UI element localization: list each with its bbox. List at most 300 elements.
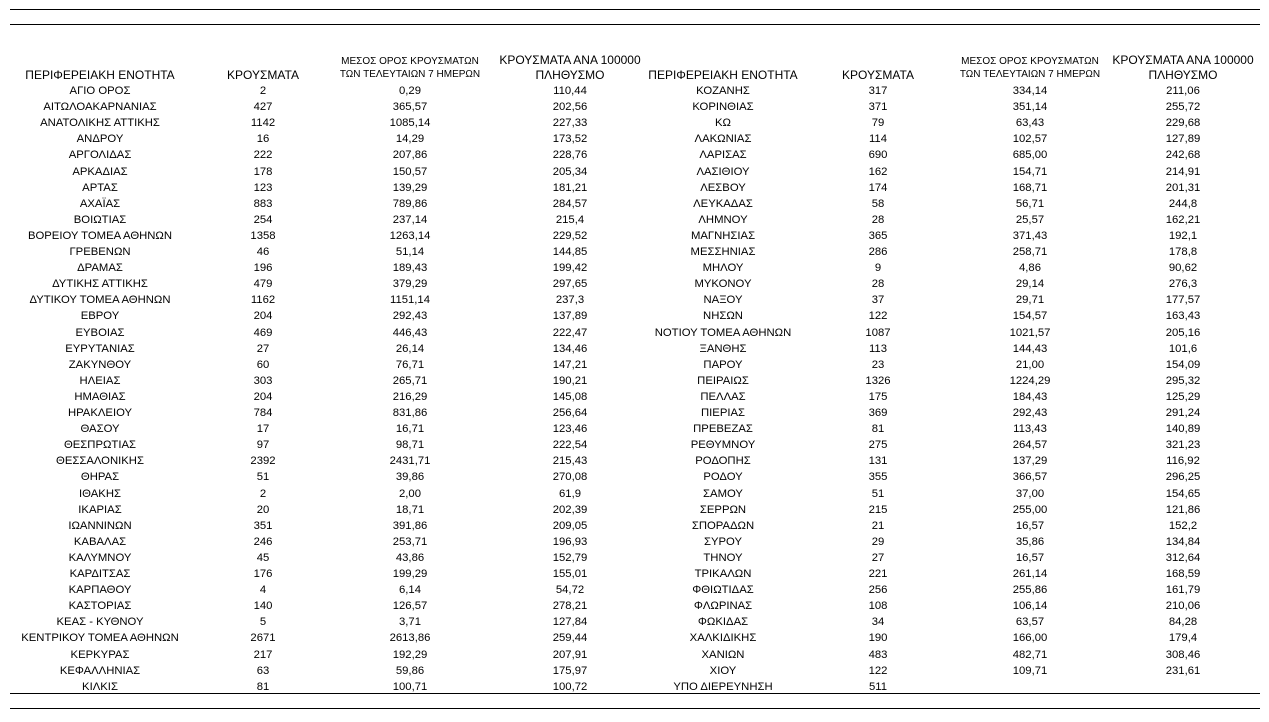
right-region-cell: ΠΕΙΡΑΙΩΣ <box>697 374 749 387</box>
left-region-cell: ΚΑΡΔΙΤΣΑΣ <box>69 568 131 580</box>
right-cases-cell: 122 <box>868 310 888 323</box>
left-per100k-cell: 152,79 <box>552 551 588 564</box>
header-per100k-right <box>1098 54 1268 82</box>
bottom-rule-1 <box>10 693 1260 694</box>
right-region-cell: ΦΘΙΩΤΙΔΑΣ <box>692 584 754 597</box>
left-region-cell: ΘΕΣΣΑΛΟΝΙΚΗΣ <box>56 455 144 468</box>
left-per100k-cell: 215,43 <box>552 455 588 468</box>
left-avg7-cell: 43,86 <box>395 551 425 564</box>
right-avg7-cell: 102,57 <box>1012 133 1048 146</box>
left-avg7-cell: 14,29 <box>395 133 425 146</box>
left-region-cell: ΚΑΣΤΟΡΙΑΣ <box>68 600 132 613</box>
right-per100k-cell: 308,46 <box>1165 648 1201 661</box>
right-cases-cell: 23 <box>871 358 885 371</box>
left-avg7-cell: 237,14 <box>392 213 428 226</box>
header-cases-left: ΚΡΟΥΣΜΑΤΑ <box>227 68 299 82</box>
left-cases-cell: 2 <box>259 487 267 500</box>
right-avg7-cell: 258,71 <box>1012 246 1048 258</box>
left-cases-cell: 222 <box>253 149 273 162</box>
right-per100k-cell: 210,06 <box>1165 600 1201 613</box>
left-avg7-cell: 199,29 <box>392 568 428 580</box>
header-avg7-left-line1: ΜΕΣΟΣ ΟΡΟΣ ΚΡΟΥΣΜΑΤΩΝ <box>341 56 479 67</box>
right-per100k-cell: 291,24 <box>1165 407 1201 419</box>
left-region-cell: ΘΕΣΠΡΩΤΙΑΣ <box>63 439 136 452</box>
right-per100k-cell: 295,32 <box>1165 374 1201 387</box>
right-avg7-cell: 166,00 <box>1012 632 1048 645</box>
left-avg7-cell: 2,00 <box>399 487 421 500</box>
left-per100k-cell: 237,3 <box>555 294 585 307</box>
right-region-cell: ΡΟΔΟΥ <box>703 471 743 484</box>
right-per100k-cell: 312,64 <box>1165 551 1201 564</box>
right-per100k-cell: 178,8 <box>1168 246 1198 258</box>
right-cases-cell: 81 <box>871 423 885 436</box>
left-region-cell: ΑΡΓΟΛΙΔΑΣ <box>68 149 132 162</box>
left-avg7-cell: 1085,14 <box>389 117 431 130</box>
left-cases-cell: 217 <box>253 648 273 661</box>
left-per100k-cell: 202,56 <box>552 101 588 114</box>
right-per100k-cell: 127,89 <box>1165 133 1201 146</box>
left-region-cell: ΚΑΒΑΛΑΣ <box>73 535 127 548</box>
right-cases-cell: 511 <box>868 680 887 693</box>
right-cases-cell: 79 <box>871 117 885 130</box>
right-region-cell: ΣΑΜΟΥ <box>703 487 743 500</box>
right-per100k-cell: 116,92 <box>1166 455 1200 468</box>
left-cases-cell: 4 <box>259 584 267 597</box>
header-avg7-left <box>325 55 495 81</box>
left-region-cell: ΑΧΑΪΑΣ <box>79 197 121 210</box>
left-per100k-cell: 199,42 <box>552 262 588 275</box>
left-avg7-cell: 51,14 <box>395 246 425 258</box>
left-region-cell: ΗΡΑΚΛΕΙΟΥ <box>67 407 133 419</box>
left-region-cell: ΒΟΙΩΤΙΑΣ <box>73 213 127 226</box>
left-cases-cell: 2 <box>259 85 267 97</box>
right-cases-cell: 190 <box>868 632 888 645</box>
right-avg7-cell: 63,57 <box>1015 616 1045 629</box>
right-cases-cell: 275 <box>868 439 888 452</box>
left-cases-cell: 16 <box>256 133 270 146</box>
right-region-cell: ΧΑΛΚΙΔΙΚΗΣ <box>689 632 757 645</box>
right-cases-cell: 1087 <box>865 326 891 339</box>
right-cases-cell: 1326 <box>865 374 891 387</box>
left-per100k-cell: 205,34 <box>552 165 588 178</box>
left-avg7-cell: 1151,14 <box>390 294 430 307</box>
left-per100k-cell: 181,21 <box>552 181 588 194</box>
right-avg7-cell: 29,71 <box>1015 294 1045 307</box>
right-region-cell: ΣΕΡΡΩΝ <box>699 503 747 516</box>
right-per100k-cell: 152,2 <box>1168 519 1198 532</box>
right-cases-cell: 483 <box>868 648 888 661</box>
left-cases-cell: 97 <box>256 439 270 452</box>
left-per100k-cell: 196,93 <box>552 535 588 548</box>
left-cases-cell: 204 <box>253 390 273 403</box>
left-region-cell: ΚΙΛΚΙΣ <box>82 680 118 693</box>
left-per100k-cell: 155,01 <box>552 568 588 580</box>
right-avg7-cell: 106,14 <box>1012 600 1048 613</box>
header-avg7-right-line1: ΜΕΣΟΣ ΟΡΟΣ ΚΡΟΥΣΜΑΤΩΝ <box>961 56 1099 67</box>
left-cases-cell: 60 <box>256 358 270 371</box>
left-region-cell: ΙΘΑΚΗΣ <box>79 487 121 500</box>
left-per100k-cell: 123,46 <box>552 423 588 436</box>
left-avg7-cell: 100,71 <box>392 680 428 693</box>
left-region-cell: ΑΡΤΑΣ <box>82 181 118 194</box>
right-cases-cell: 256 <box>868 584 888 597</box>
left-cases-cell: 2671 <box>250 632 276 645</box>
left-cases-cell: 27 <box>256 342 270 355</box>
left-cases-cell: 469 <box>253 326 273 339</box>
right-region-cell: ΥΠΟ ΔΙΕΡΕΥΝΗΣΗ <box>673 680 773 693</box>
left-per100k-cell: 147,21 <box>552 358 588 371</box>
left-per100k-cell: 144,85 <box>552 246 588 258</box>
header-region-right: ΠΕΡΙΦΕΡΕΙΑΚΗ ΕΝΟΤΗΤΑ <box>648 68 798 82</box>
right-avg7-cell: 113,43 <box>1013 423 1047 436</box>
right-per100k-cell: 125,29 <box>1165 390 1201 403</box>
right-region-cell: ΜΗΛΟΥ <box>702 262 744 275</box>
right-per100k-cell: 177,57 <box>1165 294 1201 307</box>
right-avg7-cell: 482,71 <box>1012 648 1048 661</box>
right-avg7-cell: 154,71 <box>1012 165 1048 178</box>
right-avg7-cell: 184,43 <box>1012 390 1048 403</box>
left-avg7-cell: 2431,71 <box>389 455 431 468</box>
header-per100k-left-line1: ΚΡΟΥΣΜΑΤΑ ΑΝΑ 100000 <box>499 53 641 67</box>
right-per100k-cell: 134,84 <box>1165 535 1201 548</box>
right-per100k-cell: 276,3 <box>1168 278 1198 291</box>
right-per100k-cell: 205,16 <box>1165 326 1201 339</box>
left-region-cell: ΗΛΕΙΑΣ <box>79 374 121 387</box>
left-cases-cell: 81 <box>256 680 270 693</box>
left-avg7-cell: 39,86 <box>395 471 425 484</box>
right-per100k-cell: 168,59 <box>1165 568 1201 580</box>
left-avg7-cell: 189,43 <box>392 262 428 275</box>
right-cases-cell: 215 <box>868 503 888 516</box>
left-cases-cell: 427 <box>253 101 273 114</box>
left-per100k-cell: 297,65 <box>552 278 588 291</box>
header-avg7-right-line2: ΤΩΝ ΤΕΛΕΥΤΑΙΩΝ 7 ΗΜΕΡΩΝ <box>959 69 1101 80</box>
left-region-cell: ΑΝΔΡΟΥ <box>76 133 124 146</box>
right-cases-cell: 28 <box>871 213 885 226</box>
right-avg7-cell: 168,71 <box>1012 181 1048 194</box>
right-avg7-cell: 264,57 <box>1012 439 1048 452</box>
left-per100k-cell: 173,52 <box>552 133 588 146</box>
left-region-cell: ΗΜΑΘΙΑΣ <box>74 390 126 403</box>
right-avg7-cell: 371,43 <box>1012 229 1048 242</box>
right-per100k-cell: 321,23 <box>1165 439 1201 452</box>
right-region-cell: ΠΡΕΒΕΖΑΣ <box>693 423 753 436</box>
left-avg7-cell: 18,71 <box>395 503 425 516</box>
left-per100k-cell: 284,57 <box>552 197 588 210</box>
left-cases-cell: 17 <box>256 423 270 436</box>
left-region-cell: ΚΑΡΠΑΘΟΥ <box>68 584 132 597</box>
right-per100k-cell: 121,86 <box>1165 503 1201 516</box>
right-cases-cell: 27 <box>871 551 885 564</box>
right-cases-cell: 355 <box>868 471 888 484</box>
right-avg7-cell: 261,14 <box>1012 568 1048 580</box>
right-region-cell: ΞΑΝΘΗΣ <box>699 342 747 355</box>
left-avg7-cell: 16,71 <box>395 423 425 436</box>
left-cases-cell: 1162 <box>250 294 276 307</box>
left-cases-cell: 246 <box>253 535 273 548</box>
right-cases-cell: 221 <box>868 568 888 580</box>
left-cases-cell: 883 <box>253 197 273 210</box>
left-cases-cell: 45 <box>256 551 270 564</box>
left-region-cell: ΔΥΤΙΚΗΣ ΑΤΤΙΚΗΣ <box>52 278 148 291</box>
left-avg7-cell: 3,71 <box>399 616 421 629</box>
right-region-cell: ΠΑΡΟΥ <box>703 358 743 371</box>
right-cases-cell: 58 <box>871 197 885 210</box>
right-region-cell: ΜΑΓΝΗΣΙΑΣ <box>690 229 756 242</box>
left-avg7-cell: 1263,14 <box>389 229 431 242</box>
right-cases-cell: 369 <box>868 407 888 419</box>
right-cases-cell: 286 <box>868 246 888 258</box>
right-avg7-cell: 37,00 <box>1015 487 1045 500</box>
right-avg7-cell: 154,57 <box>1012 310 1048 323</box>
right-avg7-cell: 334,14 <box>1012 85 1048 97</box>
left-avg7-cell: 789,86 <box>392 197 428 210</box>
left-avg7-cell: 59,86 <box>395 664 425 677</box>
left-cases-cell: 351 <box>253 519 273 532</box>
left-avg7-cell: 831,86 <box>392 407 428 419</box>
left-region-cell: ΕΒΡΟΥ <box>80 310 120 323</box>
left-per100k-cell: 207,91 <box>552 648 588 661</box>
left-per100k-cell: 229,52 <box>552 229 588 242</box>
left-avg7-cell: 98,71 <box>395 439 425 452</box>
right-per100k-cell: 154,65 <box>1165 487 1201 500</box>
right-per100k-cell: 101,6 <box>1168 342 1198 355</box>
right-region-cell: ΦΩΚΙΔΑΣ <box>697 616 749 629</box>
left-region-cell: ΘΑΣΟΥ <box>80 423 120 436</box>
left-region-cell: ΔΥΤΙΚΟΥ ΤΟΜΕΑ ΑΘΗΝΩΝ <box>29 294 171 307</box>
right-avg7-cell: 35,86 <box>1015 535 1045 548</box>
left-avg7-cell: 150,57 <box>392 165 428 178</box>
right-avg7-cell: 137,29 <box>1012 455 1048 468</box>
right-region-cell: ΛΗΜΝΟΥ <box>698 213 748 226</box>
right-per100k-cell: 179,4 <box>1168 632 1198 645</box>
right-region-cell: ΚΟΖΑΝΗΣ <box>696 85 750 97</box>
left-avg7-cell: 391,86 <box>392 519 428 532</box>
left-cases-cell: 178 <box>253 165 273 178</box>
right-avg7-cell: 351,14 <box>1012 101 1048 114</box>
top-rule-2 <box>10 24 1260 25</box>
left-cases-cell: 1142 <box>250 117 276 130</box>
header-cases-right: ΚΡΟΥΣΜΑΤΑ <box>842 68 914 82</box>
left-per100k-cell: 54,72 <box>555 584 585 597</box>
left-cases-cell: 140 <box>253 600 273 613</box>
right-region-cell: ΡΕΘΥΜΝΟΥ <box>690 439 756 452</box>
left-per100k-cell: 227,33 <box>552 117 588 130</box>
right-per100k-cell: 90,62 <box>1168 262 1198 275</box>
left-avg7-cell: 446,43 <box>392 326 428 339</box>
right-per100k-cell: 162,21 <box>1165 213 1201 226</box>
right-cases-cell: 108 <box>868 600 888 613</box>
right-cases-cell: 174 <box>868 181 888 194</box>
left-region-cell: ΑΡΚΑΔΙΑΣ <box>72 165 128 178</box>
left-cases-cell: 63 <box>256 664 270 677</box>
right-avg7-cell: 4,86 <box>1019 262 1041 275</box>
right-avg7-cell: 255,86 <box>1012 584 1048 597</box>
right-cases-cell: 28 <box>871 278 885 291</box>
top-rule-1 <box>10 9 1260 10</box>
left-avg7-cell: 6,14 <box>399 584 421 597</box>
header-avg7-right <box>945 55 1115 81</box>
right-region-cell: ΚΟΡΙΝΘΙΑΣ <box>692 101 754 114</box>
right-cases-cell: 131 <box>868 455 888 468</box>
left-cases-cell: 303 <box>253 374 273 387</box>
left-region-cell: ΚΕΝΤΡΙΚΟΥ ΤΟΜΕΑ ΑΘΗΝΩΝ <box>21 632 179 645</box>
header-per100k-right-line2: ΠΛΗΘΥΣΜΟ <box>1148 68 1218 82</box>
left-cases-cell: 51 <box>256 471 270 484</box>
left-per100k-cell: 127,84 <box>552 616 588 629</box>
right-per100k-cell: 255,72 <box>1165 101 1201 114</box>
right-per100k-cell: 231,61 <box>1165 664 1201 677</box>
header-per100k-left-line2: ΠΛΗΘΥΣΜΟ <box>535 68 605 82</box>
right-region-cell: ΧΑΝΙΩΝ <box>701 648 745 661</box>
right-per100k-cell: 163,43 <box>1165 310 1201 323</box>
left-per100k-cell: 228,76 <box>552 149 588 162</box>
left-avg7-cell: 365,57 <box>392 101 428 114</box>
right-cases-cell: 29 <box>871 535 885 548</box>
right-region-cell: ΛΕΥΚΑΔΑΣ <box>693 197 753 210</box>
left-cases-cell: 20 <box>256 503 270 516</box>
right-cases-cell: 9 <box>874 262 882 275</box>
left-per100k-cell: 256,64 <box>552 407 588 419</box>
left-avg7-cell: 0,29 <box>399 85 421 97</box>
right-per100k-cell: 214,91 <box>1165 165 1201 178</box>
left-per100k-cell: 270,08 <box>552 471 588 484</box>
right-cases-cell: 690 <box>868 149 888 162</box>
right-avg7-cell: 1224,29 <box>1009 374 1051 387</box>
left-cases-cell: 176 <box>253 568 273 580</box>
left-avg7-cell: 253,71 <box>392 535 428 548</box>
left-region-cell: ΕΥΡΥΤΑΝΙΑΣ <box>65 342 135 355</box>
left-region-cell: ΘΗΡΑΣ <box>80 471 120 484</box>
left-region-cell: ΑΓΙΟ ΟΡΟΣ <box>69 85 131 97</box>
right-cases-cell: 371 <box>868 101 888 114</box>
right-region-cell: ΣΠΟΡΑΔΩΝ <box>691 519 755 532</box>
right-avg7-cell: 63,43 <box>1015 117 1045 130</box>
right-region-cell: ΤΡΙΚΑΛΩΝ <box>694 568 752 580</box>
right-region-cell: ΝΑΞΟΥ <box>703 294 743 307</box>
left-cases-cell: 204 <box>253 310 273 323</box>
left-per100k-cell: 215,4 <box>555 213 585 226</box>
right-cases-cell: 113 <box>868 342 887 355</box>
left-per100k-cell: 134,46 <box>552 342 588 355</box>
left-region-cell: ΖΑΚΥΝΘΟΥ <box>68 358 132 371</box>
left-per100k-cell: 175,97 <box>552 664 588 677</box>
right-avg7-cell: 366,57 <box>1012 471 1048 484</box>
right-cases-cell: 51 <box>871 487 885 500</box>
left-cases-cell: 1358 <box>250 229 276 242</box>
header-region-left: ΠΕΡΙΦΕΡΕΙΑΚΗ ΕΝΟΤΗΤΑ <box>25 68 175 82</box>
right-region-cell: ΣΥΡΟΥ <box>703 535 742 548</box>
right-cases-cell: 317 <box>868 85 888 97</box>
right-avg7-cell: 255,00 <box>1012 503 1048 516</box>
right-cases-cell: 114 <box>868 133 887 146</box>
right-cases-cell: 175 <box>868 390 888 403</box>
right-per100k-cell: 140,89 <box>1165 423 1201 436</box>
left-avg7-cell: 379,29 <box>392 278 428 291</box>
left-avg7-cell: 26,14 <box>395 342 425 355</box>
right-region-cell: ΝΟΤΙΟΥ ΤΟΜΕΑ ΑΘΗΝΩΝ <box>654 326 792 339</box>
left-region-cell: ΒΟΡΕΙΟΥ ΤΟΜΕΑ ΑΘΗΝΩΝ <box>27 229 173 242</box>
right-per100k-cell: 244,8 <box>1168 197 1198 210</box>
right-region-cell: ΜΕΣΣΗΝΙΑΣ <box>690 246 756 258</box>
right-per100k-cell: 201,31 <box>1165 181 1201 194</box>
left-per100k-cell: 190,21 <box>552 374 588 387</box>
right-region-cell: ΧΙΟΥ <box>709 664 737 677</box>
right-per100k-cell: 161,79 <box>1165 584 1201 597</box>
left-avg7-cell: 139,29 <box>392 181 428 194</box>
left-region-cell: ΑΝΑΤΟΛΙΚΗΣ ΑΤΤΙΚΗΣ <box>40 117 160 130</box>
left-per100k-cell: 209,05 <box>552 519 588 532</box>
right-cases-cell: 34 <box>871 616 885 629</box>
right-avg7-cell: 56,71 <box>1015 197 1045 210</box>
right-region-cell: ΚΩ <box>715 117 731 130</box>
right-region-cell: ΛΑΚΩΝΙΑΣ <box>694 133 752 146</box>
left-region-cell: ΔΡΑΜΑΣ <box>77 262 123 275</box>
bottom-rule-2 <box>10 708 1260 709</box>
right-per100k-cell: 84,28 <box>1168 616 1198 629</box>
left-per100k-cell: 222,54 <box>552 439 588 452</box>
right-per100k-cell: 192,1 <box>1168 229 1198 242</box>
right-avg7-cell: 292,43 <box>1012 407 1048 419</box>
right-avg7-cell: 29,14 <box>1015 278 1045 291</box>
left-per100k-cell: 202,39 <box>552 503 588 516</box>
left-region-cell: ΚΕΑΣ - ΚΥΘΝΟΥ <box>56 616 144 629</box>
right-per100k-cell: 154,09 <box>1165 358 1201 371</box>
left-avg7-cell: 265,71 <box>392 374 428 387</box>
right-avg7-cell: 685,00 <box>1012 149 1048 162</box>
left-region-cell: ΙΩΑΝΝΙΝΩΝ <box>68 519 132 532</box>
left-region-cell: ΚΕΡΚΥΡΑΣ <box>70 648 130 661</box>
left-avg7-cell: 126,57 <box>392 600 428 613</box>
left-cases-cell: 479 <box>253 278 273 291</box>
right-cases-cell: 37 <box>871 294 885 307</box>
left-avg7-cell: 192,29 <box>392 648 428 661</box>
right-cases-cell: 365 <box>868 229 888 242</box>
left-cases-cell: 2392 <box>250 455 276 468</box>
left-region-cell: ΙΚΑΡΙΑΣ <box>78 503 122 516</box>
right-avg7-cell: 109,71 <box>1012 664 1048 677</box>
left-per100k-cell: 222,47 <box>552 326 588 339</box>
right-region-cell: ΝΗΣΩΝ <box>703 310 743 323</box>
right-region-cell: ΦΛΩΡΙΝΑΣ <box>693 600 753 613</box>
left-cases-cell: 46 <box>256 246 270 258</box>
left-region-cell: ΚΕΦΑΛΛΗΝΙΑΣ <box>59 664 141 677</box>
right-cases-cell: 122 <box>868 664 888 677</box>
right-region-cell: ΤΗΝΟΥ <box>703 551 743 564</box>
right-avg7-cell: 21,00 <box>1015 358 1045 371</box>
left-per100k-cell: 61,9 <box>559 487 581 500</box>
right-region-cell: ΜΥΚΟΝΟΥ <box>694 278 752 291</box>
right-region-cell: ΛΑΡΙΣΑΣ <box>699 149 747 162</box>
left-cases-cell: 123 <box>253 181 273 194</box>
left-cases-cell: 5 <box>259 616 267 629</box>
right-avg7-cell: 1021,57 <box>1009 326 1051 339</box>
right-region-cell: ΠΕΛΛΑΣ <box>700 390 746 403</box>
left-per100k-cell: 110,44 <box>553 85 587 97</box>
right-region-cell: ΛΑΣΙΘΙΟΥ <box>696 165 750 178</box>
right-avg7-cell: 16,57 <box>1015 519 1045 532</box>
right-per100k-cell: 242,68 <box>1165 149 1201 162</box>
left-per100k-cell: 278,21 <box>552 600 588 613</box>
right-cases-cell: 21 <box>871 519 885 532</box>
right-avg7-cell: 16,57 <box>1015 551 1045 564</box>
left-per100k-cell: 145,08 <box>552 390 588 403</box>
left-avg7-cell: 2613,86 <box>389 632 431 645</box>
left-avg7-cell: 76,71 <box>395 358 425 371</box>
right-per100k-cell: 211,06 <box>1166 85 1200 97</box>
right-avg7-cell: 144,43 <box>1012 342 1048 355</box>
left-per100k-cell: 100,72 <box>552 680 588 693</box>
